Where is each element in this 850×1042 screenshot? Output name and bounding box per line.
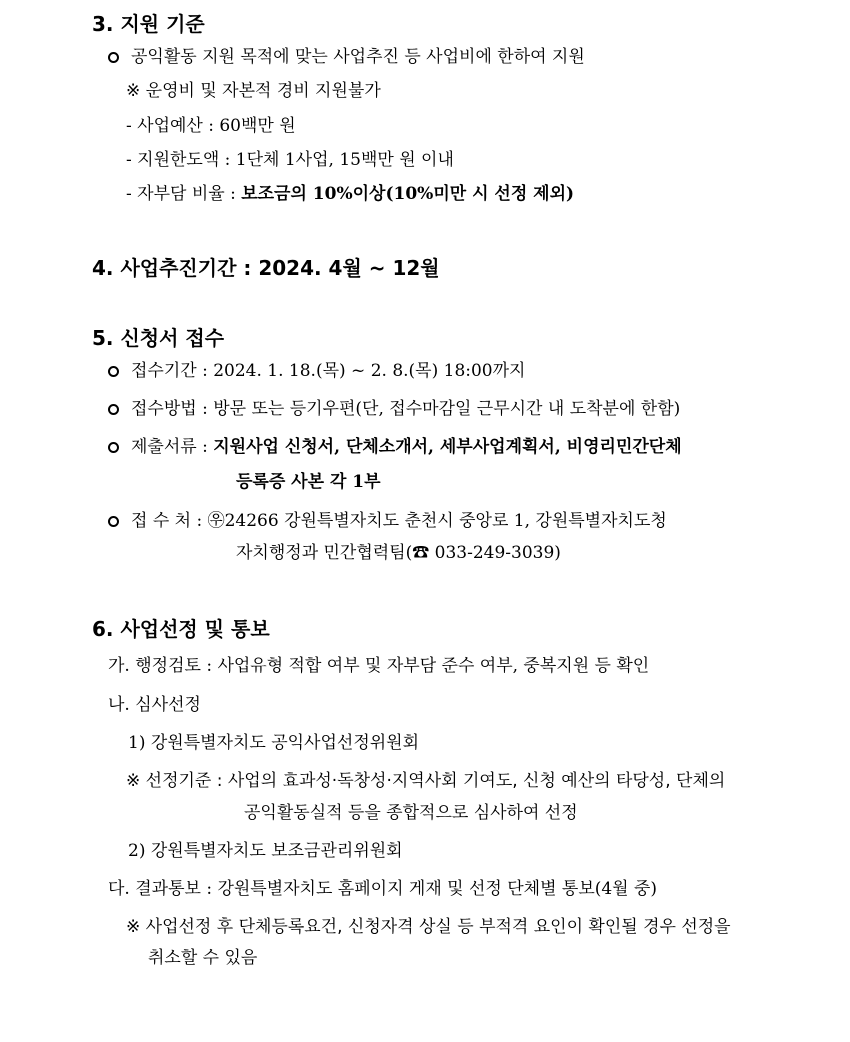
circle-bullet-icon bbox=[108, 404, 119, 415]
section-5-method bbox=[108, 399, 680, 419]
circle-bullet-icon bbox=[108, 52, 119, 63]
section-3-budget: - 사업예산 : 60백만 원 bbox=[126, 116, 296, 136]
section-3-limit: - 지원한도액 : 1단체 1사업, 15백만 원 이내 bbox=[126, 150, 454, 170]
section-4-title: 4. 사업추진기간 : 2024. 4월 ~ 12월 bbox=[92, 256, 440, 280]
section-5-title: 5. 신청서 접수 bbox=[92, 326, 225, 350]
section-3-ratio-value: 보조금의 10%이상(10%미만 시 선정 제외) bbox=[241, 184, 575, 204]
section-6-b1-note-line2: 공익활동실적 등을 종합적으로 심사하여 선정 bbox=[244, 803, 578, 823]
section-5-place-line2: 자치행정과 민간협력팀(☎ 033-249-3039) bbox=[236, 543, 561, 563]
section-6-c-note-line2: 취소할 수 있음 bbox=[148, 948, 258, 968]
circle-bullet-icon bbox=[108, 516, 119, 527]
circle-bullet-icon bbox=[108, 442, 119, 453]
section-5-docs-line2: 등록증 사본 각 1부 bbox=[236, 472, 381, 492]
section-5-place bbox=[108, 511, 667, 531]
section-5-docs bbox=[108, 437, 682, 457]
section-6-item-b1: 1) 강원특별자치도 공익사업선정위원회 bbox=[128, 733, 420, 753]
section-6-c-note: ※ 사업선정 후 단체등록요건, 신청자격 상실 등 부적격 요인이 확인될 경우 선정을 bbox=[126, 917, 731, 937]
section-5-method-text: 접수방법 : 방문 또는 등기우편(단, 접수마감일 근무시간 내 도착분에 한함) bbox=[131, 399, 681, 419]
section-3-note: ※ 운영비 및 자본적 경비 지원불가 bbox=[126, 81, 381, 101]
section-3-title: 3. 지원 기준 bbox=[92, 12, 205, 36]
section-5-period-text: 접수기간 : 2024. 1. 18.(목) ~ 2. 8.(목) 18:00까지 bbox=[131, 361, 526, 381]
section-5-place-value: ㉾24266 강원특별자치도 춘천시 중앙로 1, 강원특별자치도청 bbox=[207, 511, 667, 531]
circle-bullet-icon bbox=[108, 366, 119, 377]
section-5-place-label: 접 수 처 : bbox=[131, 511, 208, 531]
section-3-bullet-text: 공익활동 지원 목적에 맞는 사업추진 등 사업비에 한하여 지원 bbox=[131, 47, 585, 67]
section-6-item-a: 가. 행정검토 : 사업유형 적합 여부 및 자부담 준수 여부, 중복지원 등 확인 bbox=[108, 656, 650, 676]
section-5-docs-label: 제출서류 : bbox=[131, 437, 214, 457]
section-6-item-b2: 2) 강원특별자치도 보조금관리위원회 bbox=[128, 841, 403, 861]
section-5-docs-value: 지원사업 신청서, 단체소개서, 세부사업계획서, 비영리민간단체 bbox=[213, 437, 682, 457]
section-6-title: 6. 사업선정 및 통보 bbox=[92, 617, 270, 641]
section-6-b1-note: ※ 선정기준 : 사업의 효과성·독창성·지역사회 기여도, 신청 예산의 타당성, 단체의 bbox=[126, 771, 726, 791]
section-3-ratio bbox=[126, 184, 574, 204]
section-5-period bbox=[108, 361, 525, 381]
section-3-ratio-label: - 자부담 비율 : bbox=[126, 184, 242, 204]
section-3-bullet bbox=[108, 47, 585, 67]
section-6-item-b: 나. 심사선정 bbox=[108, 695, 201, 715]
section-6-item-c: 다. 결과통보 : 강원특별자치도 홈페이지 게재 및 선정 단체별 통보(4월 중) bbox=[108, 879, 658, 899]
